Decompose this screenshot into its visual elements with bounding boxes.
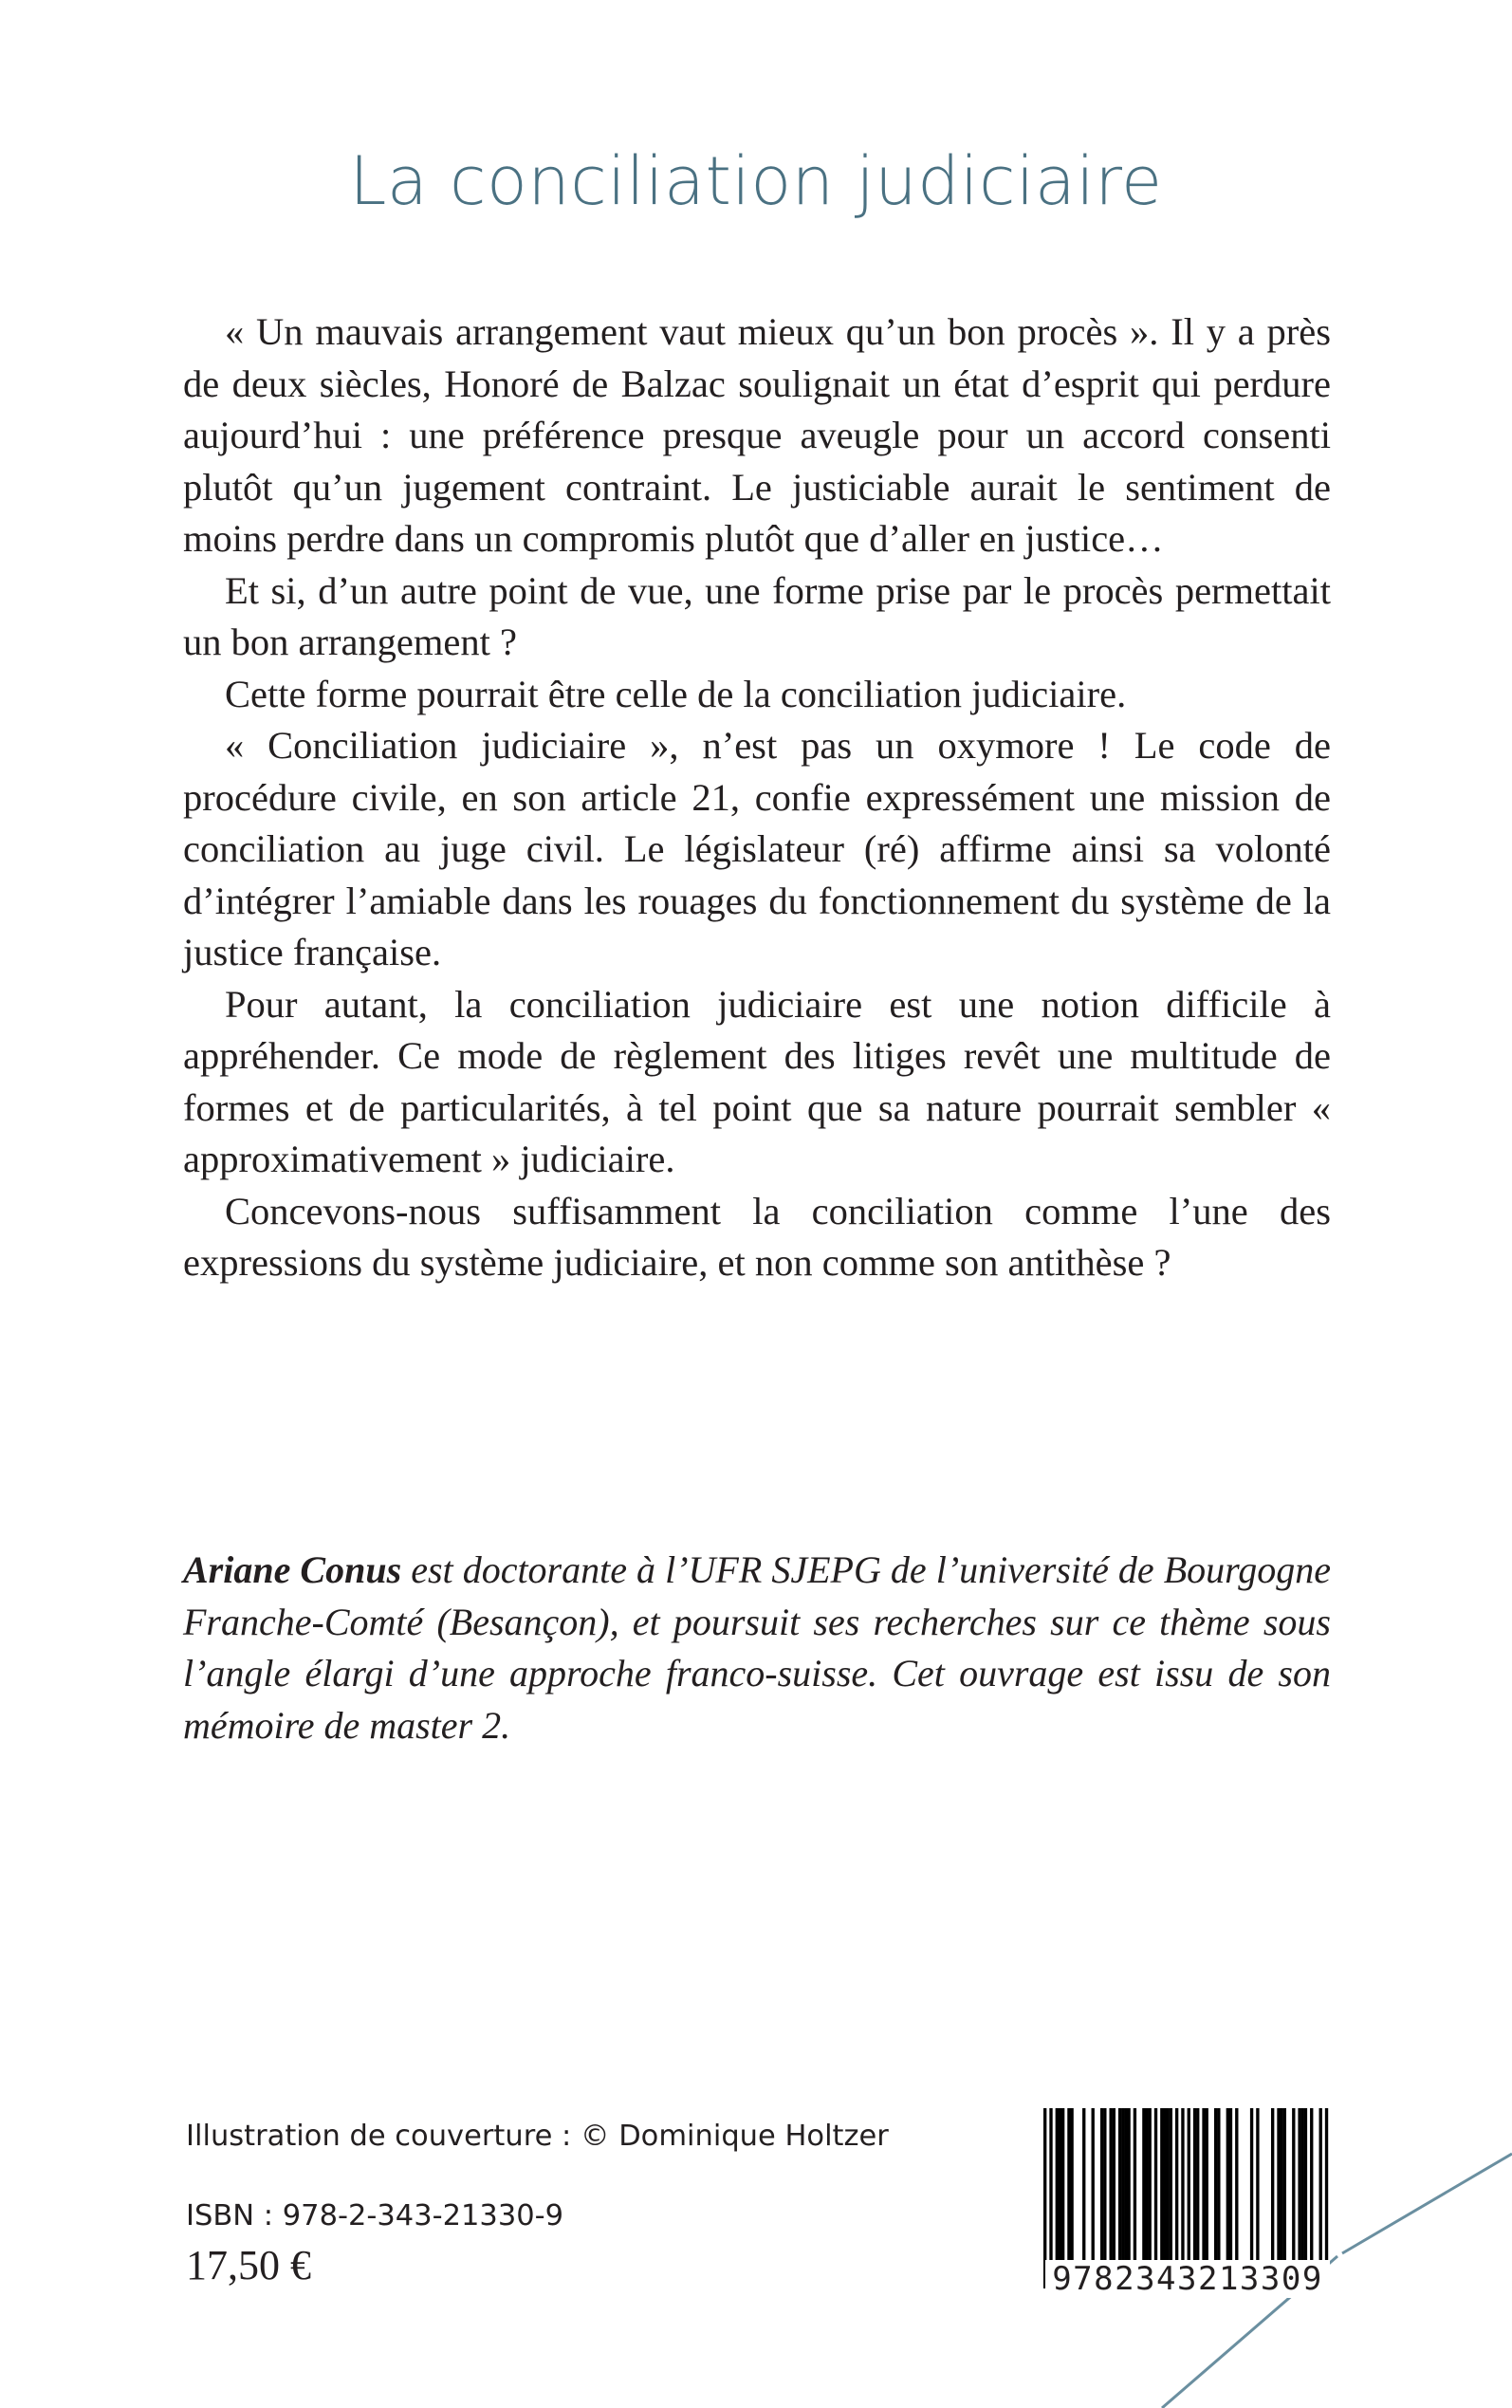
barcode-bar	[1277, 2108, 1280, 2262]
blurb-paragraph: « Un mauvais arrangement vaut mieux qu’un bon procès ». Il y a près de deux siècles, Honoré de Balzac soulignait un état d’esprit qui perdure aujourd’hui : une préférence presque aveugle pour un accord consenti plutôt qu’un jugement contraint. Le justiciable aurait le sentiment de moins perdre dans un compromis plutôt que d’aller en justice…	[183, 310, 1331, 560]
barcode-bar	[1121, 2108, 1124, 2262]
blurb-paragraph: Cette forme pourrait être celle de la conciliation judiciaire.	[225, 672, 1127, 715]
barcode-bar	[1127, 2108, 1130, 2262]
barcode-bar	[1103, 2108, 1106, 2262]
barcode-bar	[1082, 2108, 1085, 2262]
barcode-bar	[1193, 2108, 1196, 2262]
barcode-bar	[1235, 2108, 1238, 2262]
blurb-paragraph: Et si, d’un autre point de vue, une forme prise par le procès permettait un bon arrangement ?	[183, 568, 1331, 663]
barcode-bar	[1304, 2108, 1307, 2262]
barcode-bar	[1170, 2108, 1172, 2262]
barcode-bar	[1226, 2108, 1229, 2262]
cover-illustration-credit: Illustration de couverture : © Dominique Holtzer	[186, 2120, 889, 2153]
barcode-bar	[1061, 2108, 1064, 2262]
barcode-bar	[1070, 2108, 1073, 2262]
barcode-bar	[1056, 2108, 1059, 2262]
barcode-bar	[1109, 2108, 1112, 2262]
barcode-bar	[1134, 2108, 1136, 2262]
barcode-bar	[1301, 2108, 1304, 2262]
barcode-bar	[1113, 2108, 1116, 2262]
barcode-bar	[1100, 2108, 1103, 2262]
barcode-bar	[1092, 2108, 1095, 2262]
barcode-bar	[1145, 2108, 1148, 2262]
barcode-bar	[1206, 2108, 1208, 2262]
barcode-bar	[1163, 2108, 1166, 2262]
blurb-paragraph: « Conciliation judiciaire », n’est pas un oxymore ! Le code de procédure civile, en son article 21, confie expressément une mission de conciliation au juge civil. Le législateur (ré) affirme ainsi sa volonté d’intégrer l’amiable dans les rouages du fonctionnement du système de la justice française.	[183, 724, 1331, 973]
barcode-bar	[1217, 2108, 1220, 2262]
barcode-bar	[1059, 2108, 1061, 2262]
back-cover-title: La conciliation judiciaire	[349, 142, 1163, 220]
author-name: Ariane Conus	[183, 1548, 402, 1591]
barcode-bar	[1160, 2108, 1163, 2262]
barcode-bar	[1256, 2108, 1259, 2262]
barcode-bar	[1280, 2108, 1282, 2262]
barcode-digits: 9782343213309	[1045, 2260, 1330, 2298]
barcode-bar	[1298, 2108, 1300, 2262]
barcode-bar	[1175, 2108, 1178, 2262]
barcode-bar	[1142, 2108, 1145, 2262]
price: 17,50 €	[186, 2242, 311, 2288]
barcode-bar	[1271, 2108, 1274, 2262]
barcode-bar	[1310, 2108, 1313, 2262]
blurb-paragraph: Pour autant, la conciliation judiciaire est une notion difficile à appréhender. Ce mode de règlement des litiges revêt une multitude de formes et de particularités, à tel point que sa nature pourrait sembler « approximativement » judiciaire.	[183, 982, 1331, 1180]
isbn: ISBN : 978-2-343-21330-9	[186, 2199, 564, 2232]
barcode-bar	[1118, 2108, 1121, 2262]
barcode-bar	[1166, 2108, 1169, 2262]
barcode-bar	[1214, 2108, 1217, 2262]
barcode-bar	[1202, 2108, 1205, 2262]
barcode-bar	[1154, 2108, 1157, 2262]
barcode-bar	[1067, 2108, 1070, 2262]
author-bio-text: est doctorante à l’UFR SJEPG de l’université de Bourgogne Franche-Comté (Besançon), et poursuit ses recherches sur ce thème sous l’angle élargi d’une approche franco-suisse. Cet ouvrage est issu de son mémoire de master 2.	[183, 1548, 1331, 1747]
barcode-bar	[1292, 2108, 1295, 2262]
blurb-paragraph: Concevons-nous suffisamment la conciliation comme l’une des expressions du système judiciaire, et non comme son antithèse ?	[183, 1189, 1331, 1284]
barcode-bar	[1149, 2108, 1152, 2262]
barcode-bar	[1250, 2108, 1253, 2262]
barcode-bar	[1229, 2108, 1232, 2262]
barcode-bar	[1124, 2108, 1127, 2262]
barcode-bar	[1196, 2108, 1199, 2262]
barcode-bar	[1283, 2108, 1286, 2262]
